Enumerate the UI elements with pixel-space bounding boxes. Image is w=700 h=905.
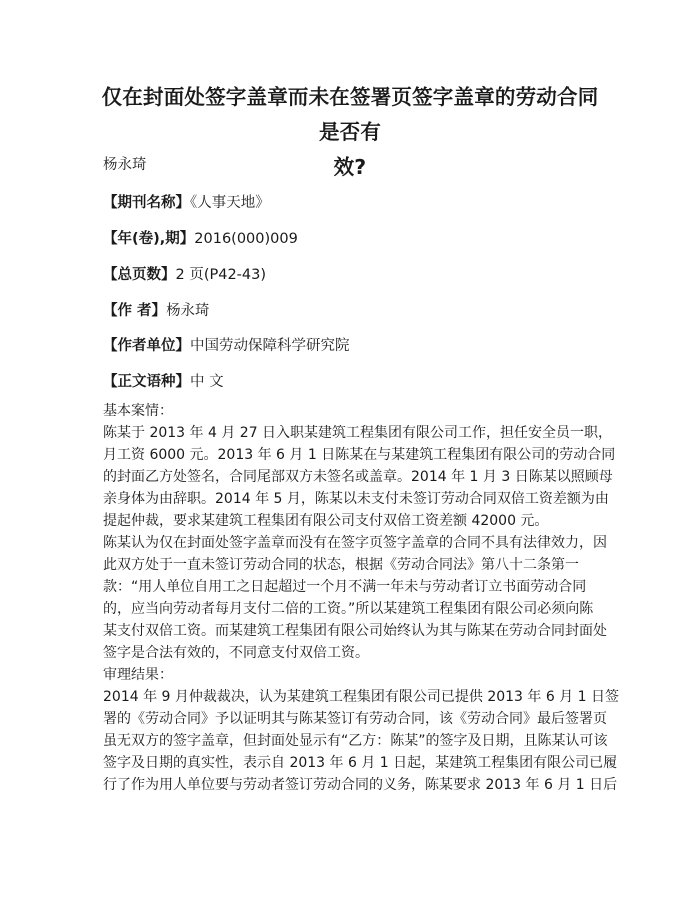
meta-volume-issue bbox=[103, 227, 298, 248]
body-line: 款：“用人单位自用工之日起超过一个月不满一年未与劳动者订立书面劳动合同 bbox=[103, 579, 587, 595]
meta-value: 《人事天地》 bbox=[190, 195, 270, 211]
body-line: 2014 年 9 月仲裁裁决，认为某建筑工程集团有限公司已提供 2013 年 6 月 1 日签 bbox=[103, 689, 620, 705]
meta-value: 中 文 bbox=[190, 374, 224, 390]
body-line: 陈某认为仅在封面处签字盖章而没有在签字页签字盖章的合同不具有法律效力，因 bbox=[103, 535, 607, 551]
meta-key: 【期刊名称】 bbox=[103, 195, 190, 211]
meta-value: 2016(000)009 bbox=[194, 231, 298, 247]
meta-language bbox=[103, 370, 224, 391]
section-heading-result: 审理结果： bbox=[103, 667, 173, 683]
body-line: 的封面乙方处签名，合同尾部双方未签名或盖章。2014 年 1 月 3 日陈某以照顾母 bbox=[103, 469, 613, 485]
meta-value: 中国劳动保障科学研究院 bbox=[190, 338, 350, 354]
meta-pages bbox=[103, 263, 266, 284]
meta-value: 2 页(P42-43) bbox=[175, 267, 267, 283]
meta-key: 【年(卷),期】 bbox=[103, 231, 195, 247]
body-line: 月工资 6000 元。2013 年 6 月 1 日陈某在与某建筑工程集团有限公司的劳动合同 bbox=[103, 447, 616, 463]
body-line: 此双方处于一直未签订劳动合同的状态，根据《劳动合同法》第八十二条第一 bbox=[103, 557, 579, 573]
body-line: 陈某于 2013 年 4 月 27 日入职某建筑工程集团有限公司工作，担任安全员一职， bbox=[103, 425, 613, 441]
meta-key: 【正文语种】 bbox=[103, 374, 190, 390]
body-line: 虽无双方的签字盖章，但封面处显示有“乙方：陈某”的签字及日期，且陈某认可该 bbox=[103, 733, 608, 749]
title-line-2: 效? bbox=[333, 155, 367, 179]
author-name: 杨永琦 bbox=[103, 157, 147, 173]
body-line: 某支付双倍工资。而某建筑工程集团有限公司始终认为其与陈某在劳动合同封面处 bbox=[103, 623, 607, 639]
body-line: 亲身体为由辞职。2014 年 5 月，陈某以未支付未签订劳动合同双倍工资差额为由 bbox=[103, 491, 609, 507]
meta-author bbox=[103, 299, 210, 320]
body-line: 签字是合法有效的，不同意支付双倍工资。 bbox=[103, 645, 369, 661]
meta-journal bbox=[103, 191, 270, 212]
body-line: 的，应当向劳动者每月支付二倍的工资。”所以某建筑工程集团有限公司必须向陈 bbox=[103, 601, 594, 617]
article-body bbox=[103, 400, 620, 796]
body-line: 签字及日期的真实性，表示自 2013 年 6 月 1 日起，某建筑工程集团有限公司已履 bbox=[103, 755, 618, 771]
body-line: 提起仲裁，要求某建筑工程集团有限公司支付双倍工资差额 42000 元。 bbox=[103, 513, 549, 529]
body-line: 行了作为用人单位要与劳动者签订劳动合同的义务，陈某要求 2013 年 6 月 1 日后 bbox=[103, 777, 618, 793]
title-line-1: 仅在封面处签字盖章而未在签署页签字盖章的劳动合同是否有 bbox=[101, 85, 599, 144]
meta-affiliation bbox=[103, 334, 350, 355]
meta-key: 【作者单位】 bbox=[103, 338, 190, 354]
article-title bbox=[95, 80, 605, 185]
meta-key: 【作 者】 bbox=[103, 303, 167, 319]
section-heading-case: 基本案情： bbox=[103, 403, 173, 419]
meta-value: 杨永琦 bbox=[166, 303, 210, 319]
meta-key: 【总页数】 bbox=[103, 267, 176, 283]
body-line: 署的《劳动合同》予以证明其与陈某签订有劳动合同，该《劳动合同》最后签署页 bbox=[103, 711, 607, 727]
